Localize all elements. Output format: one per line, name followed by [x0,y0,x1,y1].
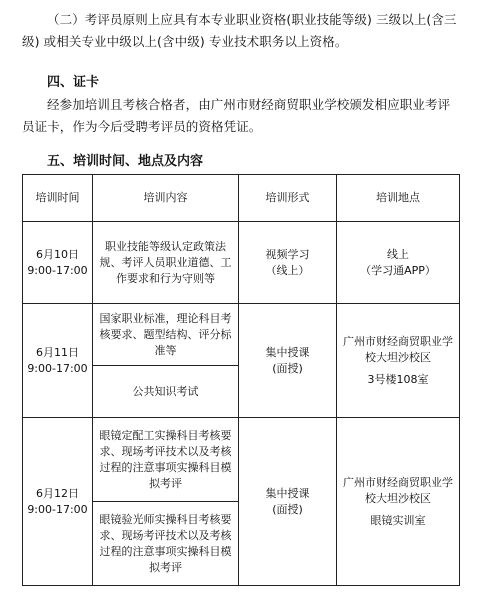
row1-place-cell [337,222,460,304]
row3-form-line1: 集中授课 [265,486,310,500]
qualification-paragraph: （二）考评员原则上应具有本专业职业资格(职业技能等级) 三级以上(含三级) 或相关专业中级以上(含中级) 专业技术职务以上资格。 [22,12,457,49]
header-time: 培训时间 [23,175,93,222]
row2-time-cell [23,304,93,418]
row1-date: 6月10日 [36,247,79,261]
row3-form-line2: (面授) [272,502,303,516]
row3-time-cell [23,418,93,586]
row3-form-cell [239,418,337,586]
row2-content-b: 公共知识考试 [93,366,239,418]
row1-content: 职业技能等级认定政策法规、考评人员职业道德、工作要求和行为守则等 [93,222,239,304]
row2-date: 6月11日 [36,345,79,359]
table-row [23,418,460,502]
header-content: 培训内容 [93,175,239,222]
row3-place-line1: 广州市财经商贸职业学校大坦沙校区 [343,475,453,505]
row3-content-a: 眼镜定配工实操科目考核要求、现场考评技术以及考核过程的注意事项实操科目模拟考评 [93,418,239,502]
row1-form-line2: （线上） [265,263,310,277]
training-schedule-table [22,174,460,586]
row3-time: 9:00-17:00 [27,502,88,516]
table-header-row [23,175,460,222]
row1-place-line2: （学习通APP） [360,263,436,277]
row1-time-cell [23,222,93,304]
row2-place-line2: 3号楼108室 [367,372,429,386]
table-row [23,222,460,304]
row2-content-a: 国家职业标准，理论科目考核要求、题型结构、评分标准等 [93,304,239,366]
row3-date: 6月12日 [36,486,79,500]
row3-place-cell [337,418,460,586]
row3-content-b: 眼镜验光师实操科目考核要求、现场考评技术以及考核过程的注意事项实操科目模拟考评 [93,502,239,586]
row2-place-line1: 广州市财经商贸职业学校大坦沙校区 [343,334,453,364]
row1-form-cell [239,222,337,304]
header-form: 培训形式 [239,175,337,222]
row2-form-line1: 集中授课 [265,345,310,359]
section-four-heading: 四、证卡 [47,75,100,90]
row1-time: 9:00-17:00 [27,263,88,277]
header-place: 培训地点 [337,175,460,222]
row3-place-line2: 眼镜实训室 [370,513,426,527]
row2-time: 9:00-17:00 [27,361,88,375]
row2-place-cell [337,304,460,418]
row2-form-line2: (面授) [272,361,303,375]
table-row [23,304,460,366]
row2-form-cell [239,304,337,418]
section-five-heading: 五、培训时间、地点及内容 [47,154,204,169]
certificate-paragraph: 经参加培训且考核合格者，由广州市财经商贸职业学校颁发相应职业考评员证卡，作为今后受聘考评员的资格凭证。 [22,97,451,134]
row1-form-line1: 视频学习 [265,247,310,261]
row1-place-line1: 线上 [387,247,409,261]
